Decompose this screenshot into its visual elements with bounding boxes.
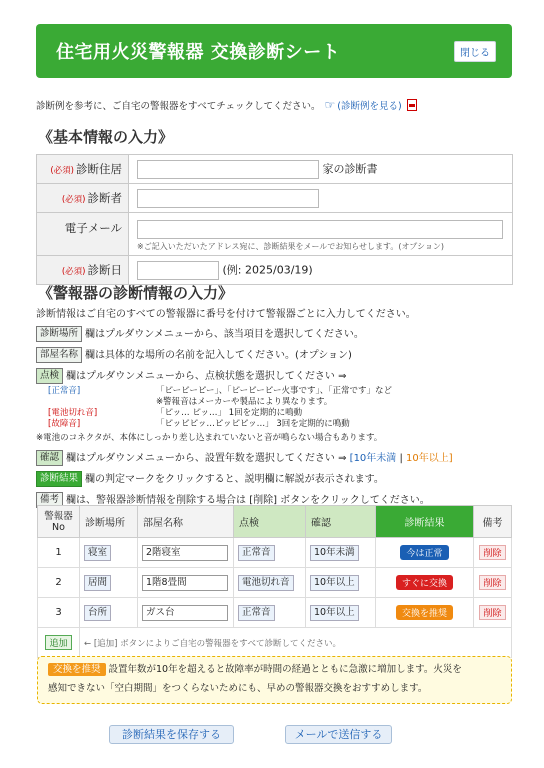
required-mark: (必須) [61,195,86,205]
alarm-table [37,505,512,658]
confirm-tag: 確認 [36,450,63,466]
room-input[interactable]: ガス台 [142,605,228,621]
header-check: 点検 [234,506,306,538]
advice-badge: 交換を推奨 [48,663,106,676]
check-select[interactable]: 電池切れ音 [238,575,294,591]
place-select[interactable]: 居間 [84,575,111,591]
result-text: 欄の判定マークをクリックすると、説明欄に解説が表示されます。 [85,473,384,485]
advice-line1: 設置年数が10年を超えると故障率が時間の経過とともに急激に増加します。火災を [108,664,462,675]
add-note: ← [追加] ボタンによりご自宅の警報器をすべて診断してください。 [80,628,512,658]
person-input[interactable] [137,189,319,208]
required-mark: (必須) [61,267,86,277]
header-result: 診断結果 [376,506,474,538]
person-label [37,184,129,213]
example-link[interactable]: (診断例を見る) [337,101,402,112]
close-button[interactable]: 閉じる [454,41,496,62]
table-row [38,568,512,598]
row-no: 2 [38,568,80,598]
place-tag: 診断場所 [36,326,82,342]
place-select[interactable]: 寝室 [84,545,111,561]
row-no: 1 [38,538,80,568]
required-mark: (必須) [50,166,74,176]
check-text: 欄はプルダウンメニューから、点検状態を選択してください ⇒ [66,370,347,382]
email-label: 電子メール [37,213,129,256]
add-button[interactable]: 追加 [45,635,71,650]
confirm-select[interactable]: 10年以上 [310,575,359,591]
remarks-tag: 備考 [36,492,63,508]
confirm-select[interactable]: 10年未満 [310,545,359,561]
connector-note: ※電池のコネクタが、本体にしっかり差し込まれていないと音が鳴らない場合もあります。 [36,433,383,443]
send-mail-button[interactable]: メールで送信する [285,725,392,744]
save-button[interactable]: 診断結果を保存する [109,725,234,744]
sound-list [36,386,512,430]
instructions: 診断情報はご自宅のすべての警報器に番号を付けて警報器ごとに入力してください。 診断場所 欄はプルダウンメニューから、該当項目を選択してください。 部屋名称 欄は具体的な場所の名前を記入してください。(オプション) 点検 欄はプルダウンメニューから、点検状態を選択してください ⇒ [正常音] 「ピーピーピー」、「ピーピーピー火事です」、「正常です」など ※警報音はメーカーや製品により異なります。 [電池切れ音] 「ピッ… ピッ…」 1回を定期的に鳴動 [故障音] 「ピッピピッ…ピッピピッ…」 3回を定期的に鳴動 ※電池のコネクタが、本体にしっかり差し込まれていないと音が鳴らない場合もあります。 確認 欄はプルダウンメニューから、設置年数を選択してください ⇒ [10年未満 | 10年以上] 診断結果 欄の判定マークをクリックすると、説明欄に解説が表示されます。 備考 欄は、警報器診断情報を削除する場合は [削除] ボタンをクリックしてください。 [36,308,512,513]
pointing-hand-icon: ☞ [324,98,336,112]
page-title: 住宅用火災警報器 交換診断シート [56,42,341,63]
date-input[interactable] [137,261,219,280]
pdf-icon[interactable] [407,99,417,111]
date-label [37,256,129,285]
place-select[interactable]: 台所 [84,605,111,621]
address-label-text: 診断住居 [76,162,122,176]
header-remarks: 備考 [474,506,512,538]
date-label-text: 診断日 [87,263,122,277]
room-input[interactable]: 2階寝室 [142,545,228,561]
row-no: 3 [38,598,80,628]
advice-line2: 感知できない「空白期間」をつくらないためにも、早めの警報器交換をおすすめします。 [48,683,428,694]
place-text: 欄はプルダウンメニューから、該当項目を選択してください。 [85,328,364,340]
email-input[interactable] [137,220,503,239]
date-hint: (例: 2025/03/19) [222,263,313,276]
address-suffix: 家の診断書 [322,162,378,175]
table-row [38,598,512,628]
room-input[interactable]: 1階8畳間 [142,575,228,591]
email-note: ※ご記入いただいたアドレス宛に、診断結果をメールでお知らせします。(オプション) [137,242,444,251]
check-tag: 点検 [36,368,63,384]
option-under-10: [10年未満 [349,452,397,464]
guide-intro: 診断情報はご自宅のすべての警報器に番号を付けて警報器ごとに入力してください。 [36,309,416,320]
normal-text: 「ピーピーピー」、「ピーピーピー火事です」、「正常です」など [156,386,392,396]
header-room: 部屋名称 [138,506,234,538]
header-confirm: 確認 [306,506,376,538]
advice-box [37,656,512,704]
address-label [37,155,129,184]
person-label-text: 診断者 [87,191,122,205]
normal-note: ※警報音はメーカーや製品により異なります。 [156,397,333,407]
room-tag: 部屋名称 [36,347,82,363]
fault-label: [故障音] [48,419,81,429]
battery-text: 「ピッ… ピッ…」 1回を定期的に鳴動 [156,408,303,418]
table-row [38,538,512,568]
header-place: 診断場所 [80,506,138,538]
intro-text: 診断例を参考に、ご自宅の警報器をすべてチェックしてください。 [36,101,321,112]
header-no: 警報器No [38,506,80,538]
intro-line [36,98,417,112]
normal-label: [正常音] [48,386,81,396]
remarks-text: 欄は、警報器診断情報を削除する場合は [削除] ボタンをクリックしてください。 [66,494,430,506]
delete-button[interactable]: 削除 [479,545,505,560]
check-select[interactable]: 正常音 [238,545,275,561]
result-badge[interactable]: すぐに交換 [396,575,453,590]
result-badge[interactable]: 今は正常 [400,545,448,560]
result-tag: 診断結果 [36,471,82,487]
result-badge[interactable]: 交換を推奨 [396,605,453,620]
alarm-section-title: 《警報器の診断情報の入力》 [38,284,234,302]
check-select[interactable]: 正常音 [238,605,275,621]
delete-button[interactable]: 削除 [479,605,505,620]
room-text: 欄は具体的な場所の名前を記入してください。(オプション) [85,349,352,361]
delete-button[interactable]: 削除 [479,575,505,590]
basic-info-table [36,154,513,285]
address-input[interactable] [137,160,319,179]
confirm-text: 欄はプルダウンメニューから、設置年数を選択してください ⇒ [66,452,347,464]
confirm-select[interactable]: 10年以上 [310,605,359,621]
option-over-10: 10年以上] [406,452,453,464]
fault-text: 「ピッピピッ…ピッピピッ…」 3回を定期的に鳴動 [156,419,350,429]
page-header [36,24,512,78]
battery-label: [電池切れ音] [48,408,98,418]
basic-section-title: 《基本情報の入力》 [38,128,174,146]
